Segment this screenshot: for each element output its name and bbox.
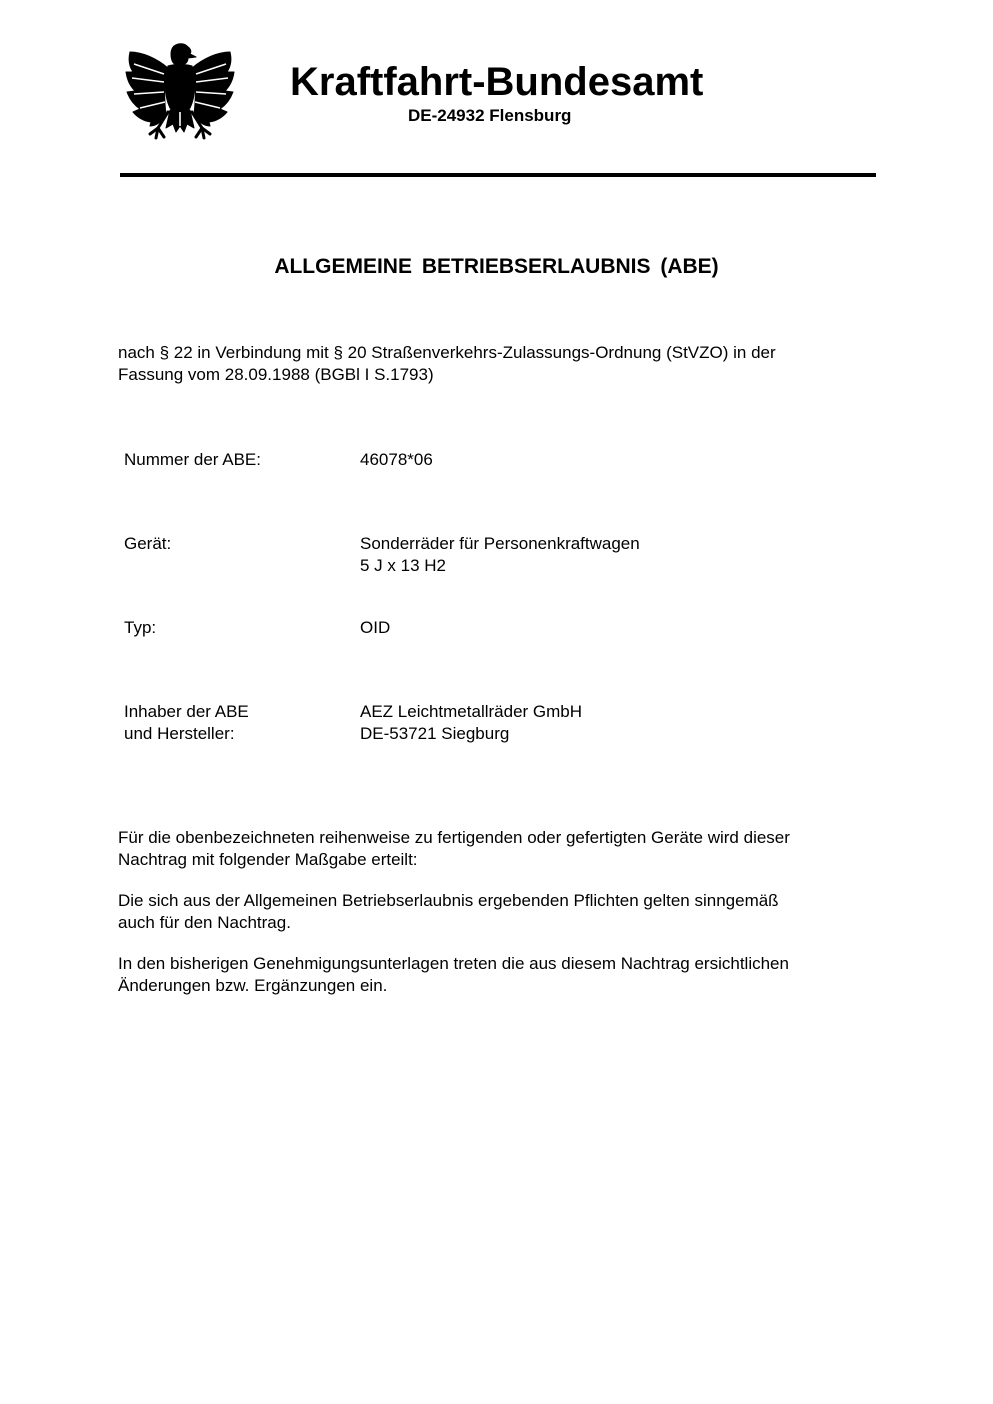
holder-value-line: DE-53721 Siegburg xyxy=(360,723,510,743)
abe-number-value: 46078*06 xyxy=(360,450,433,469)
device-value-line: 5 J x 13 H2 xyxy=(360,555,446,575)
paragraph-line: Änderungen bzw. Ergänzungen ein. xyxy=(118,975,388,995)
legal-basis xyxy=(118,342,776,385)
device-value-line: Sonderräder für Personenkraftwagen xyxy=(360,534,640,553)
legal-basis-line: nach § 22 in Verbindung mit § 20 Straßenverkehrs-Zulassungs-Ordnung (StVZO) in der xyxy=(118,343,776,362)
legal-basis-line: Fassung vom 28.09.1988 (BGBl I S.1793) xyxy=(118,364,434,384)
holder-label xyxy=(124,701,249,744)
holder-value xyxy=(360,701,582,744)
device-label: Gerät: xyxy=(124,534,172,553)
type-value: OID xyxy=(360,618,391,637)
paragraph-line: In den bisherigen Genehmigungsunterlagen treten die aus diesem Nachtrag ersichtlichen xyxy=(118,954,789,973)
holder-value-line: AEZ Leichtmetallräder GmbH xyxy=(360,702,583,721)
paragraph-line: auch für den Nachtrag. xyxy=(118,912,291,932)
agency-address: DE-24932 Flensburg xyxy=(408,106,572,125)
header-divider xyxy=(120,173,876,177)
type-label: Typ: xyxy=(124,618,157,637)
paragraph xyxy=(118,890,779,933)
paragraph xyxy=(118,827,790,870)
abe-number-label: Nummer der ABE: xyxy=(124,450,261,469)
paragraph-line: Die sich aus der Allgemeinen Betriebserlaubnis ergebenden Pflichten gelten sinngemäß xyxy=(118,891,779,910)
document-title: ALLGEMEINE BETRIEBSERLAUBNIS (ABE) xyxy=(274,255,719,278)
agency-name: Kraftfahrt-Bundesamt xyxy=(290,60,704,104)
holder-label-line: Inhaber der ABE xyxy=(124,702,249,721)
device-value xyxy=(360,533,640,576)
paragraph xyxy=(118,953,789,996)
paragraph-line: Für die obenbezeichneten reihenweise zu fertigenden oder gefertigten Geräte wird dieser xyxy=(118,828,790,847)
federal-eagle-icon xyxy=(124,42,236,148)
paragraph-line: Nachtrag mit folgender Maßgabe erteilt: xyxy=(118,849,418,869)
holder-label-line: und Hersteller: xyxy=(124,723,235,743)
